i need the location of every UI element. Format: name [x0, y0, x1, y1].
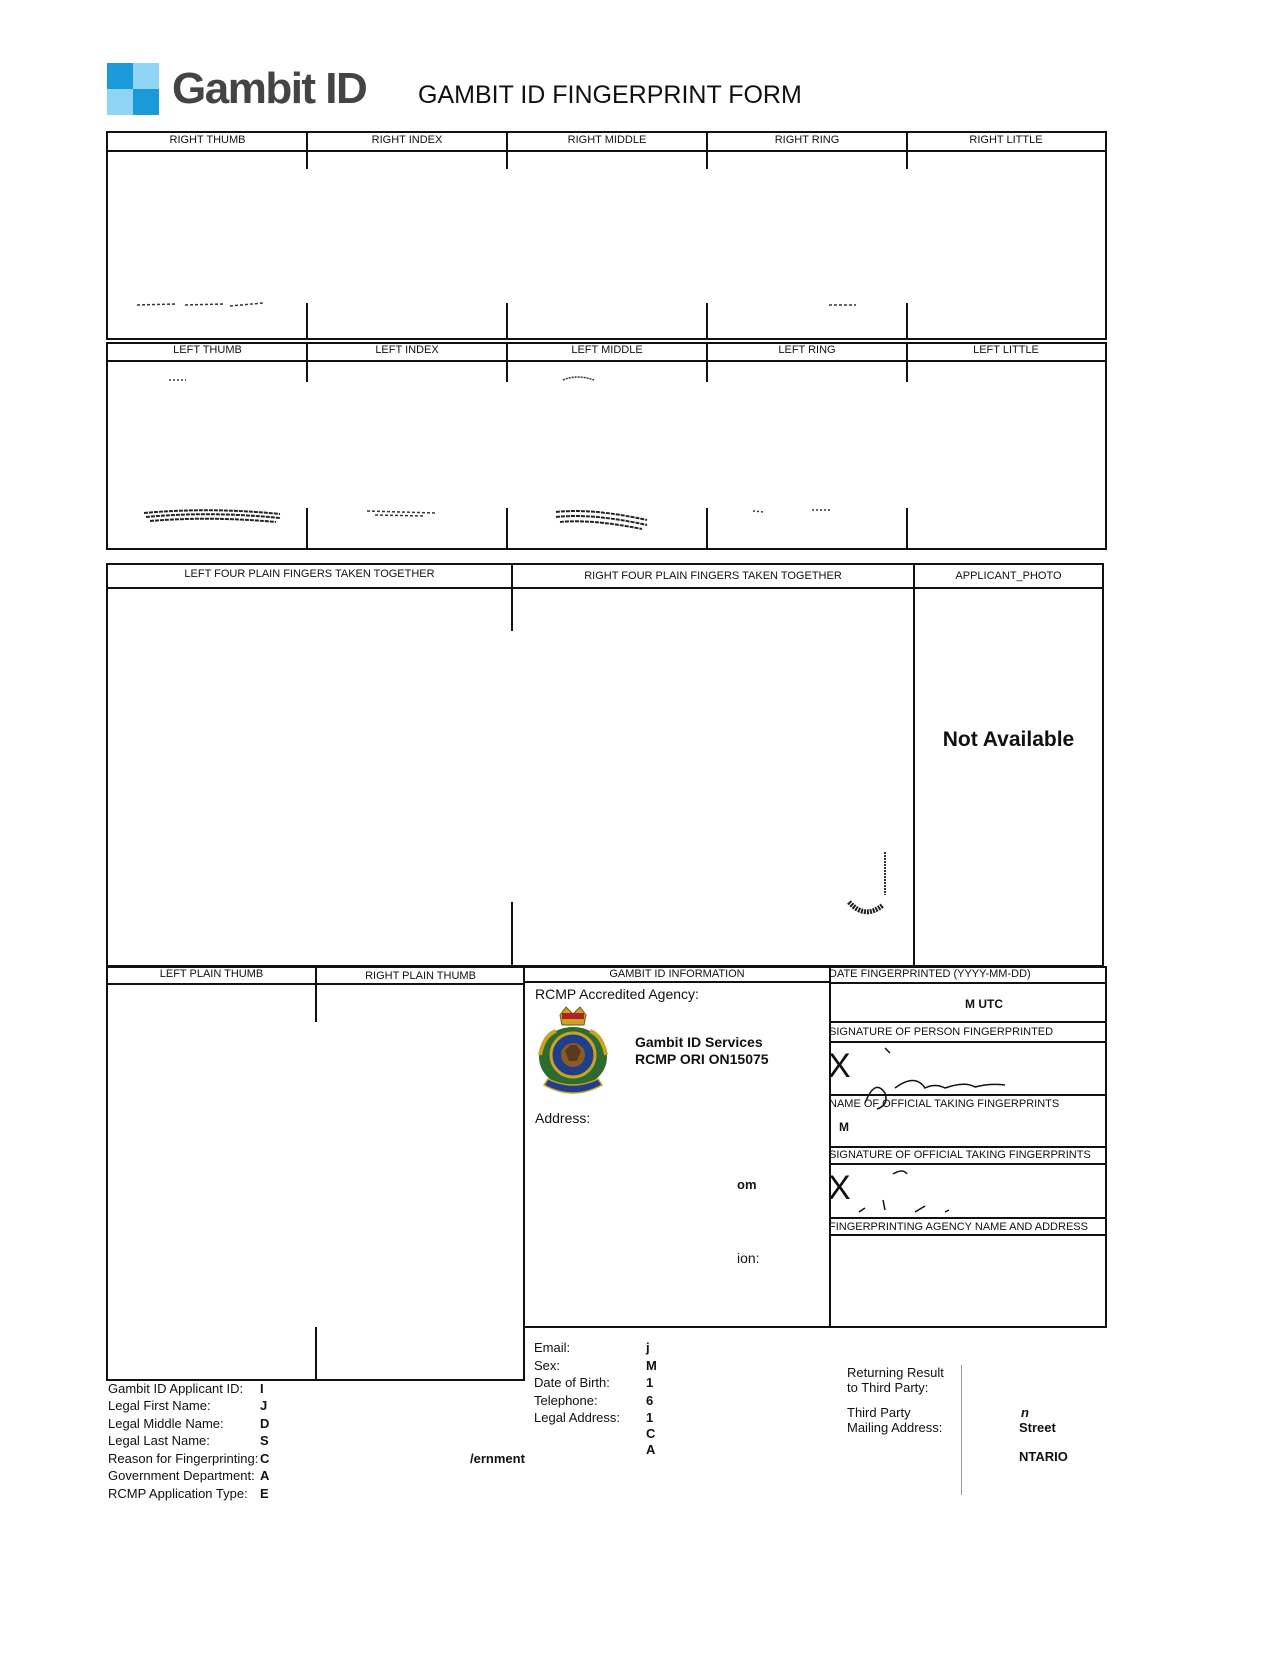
fingerprint-smudge-icon [168, 377, 188, 383]
fingerprint-smudge-icon [365, 507, 445, 519]
fingerprint-smudge-icon [135, 300, 265, 310]
left-little-header: LEFT LITTLE [973, 344, 1039, 356]
application-type-label: RCMP Application Type: [108, 1486, 248, 1501]
info-partial-1: om [737, 1177, 757, 1192]
last-name-label: Legal Last Name: [108, 1433, 210, 1448]
rcmp-crest-icon [532, 1005, 614, 1101]
legal-address-value: 1 [646, 1410, 654, 1425]
telephone-label: Telephone: [534, 1393, 598, 1408]
last-name-value: S [260, 1433, 269, 1448]
third-party-value-bar [961, 1365, 962, 1495]
right-thumb-header: RIGHT THUMB [169, 134, 246, 146]
fingerprint-smudge-icon [828, 302, 858, 308]
official-name-value: M [839, 1120, 849, 1134]
mailing-value-1: n [1021, 1405, 1029, 1420]
right-middle-header: RIGHT MIDDLE [567, 134, 647, 146]
gambit-logo [107, 63, 159, 115]
gambit-info-header: GAMBIT ID INFORMATION [609, 968, 745, 980]
legal-address-line-2: C [646, 1426, 656, 1441]
right-index-header: RIGHT INDEX [371, 134, 443, 146]
reason-value: C [260, 1451, 270, 1466]
fingerprint-smudge-icon [562, 374, 596, 382]
dob-label: Date of Birth: [534, 1375, 610, 1390]
email-label: Email: [534, 1340, 571, 1355]
middle-name-label: Legal Middle Name: [108, 1416, 224, 1431]
form-title: GAMBIT ID FINGERPRINT FORM [418, 81, 802, 109]
fp-agency-label: FINGERPRINTING AGENCY NAME AND ADDRESS [829, 1221, 1088, 1233]
returning-result-label-2: to Third Party: [847, 1380, 929, 1395]
sig-person-mark: X [828, 1047, 851, 1085]
mailing-value-3: NTARIO [1019, 1449, 1068, 1464]
returning-result-label-1: Returning Result [847, 1365, 944, 1380]
mailing-value-2: Street [1019, 1420, 1056, 1435]
applicant-photo-header: APPLICANT_PHOTO [955, 570, 1062, 582]
telephone-value: 6 [646, 1393, 654, 1408]
agency-name: Gambit ID Services [635, 1034, 763, 1050]
application-type-value: E [260, 1486, 269, 1501]
left-four-box [106, 563, 513, 967]
left-four-header: LEFT FOUR PLAIN FINGERS TAKEN TOGETHER [184, 568, 435, 580]
right-little-header: RIGHT LITTLE [969, 134, 1043, 146]
legal-address-label: Legal Address: [534, 1410, 621, 1425]
mailing-label-1: Third Party [847, 1405, 911, 1420]
info-partial-2: ion: [737, 1250, 760, 1266]
left-ring-header: LEFT RING [778, 344, 836, 356]
reason-value-tail: /ernment [470, 1451, 525, 1466]
right-plain-thumb-header: RIGHT PLAIN THUMB [365, 970, 476, 982]
sig-person-label: SIGNATURE OF PERSON FINGERPRINTED [829, 1026, 1054, 1038]
fingerprint-smudge-icon [140, 505, 285, 527]
agency-ori: RCMP ORI ON15075 [635, 1051, 769, 1067]
first-name-value: J [260, 1398, 268, 1413]
department-label: Government Department: [108, 1468, 255, 1483]
date-value: M UTC [965, 997, 1003, 1011]
logo-text: Gambit ID [172, 64, 367, 113]
fingerprint-smudge-icon [552, 506, 652, 532]
sig-official-mark: X [828, 1169, 851, 1207]
fingerprint-smudge-icon [752, 507, 832, 517]
signature-official-icon [855, 1166, 975, 1216]
right-four-header: RIGHT FOUR PLAIN FINGERS TAKEN TOGETHER [584, 570, 842, 582]
sex-label: Sex: [534, 1358, 561, 1373]
sex-value: M [646, 1358, 657, 1373]
mailing-label-2: Mailing Address: [847, 1420, 943, 1435]
email-value: j [646, 1340, 650, 1355]
plain-thumbs-box [106, 966, 525, 1381]
dob-value: 1 [646, 1375, 654, 1390]
applicant-photo-box [913, 563, 1104, 967]
reason-label: Reason for Fingerprinting: [108, 1451, 259, 1466]
left-middle-header: LEFT MIDDLE [571, 344, 643, 356]
applicant-id-label: Gambit ID Applicant ID: [108, 1381, 244, 1396]
sig-official-label: SIGNATURE OF OFFICIAL TAKING FINGERPRINTS [829, 1149, 1091, 1161]
photo-status: Not Available [942, 728, 1075, 751]
official-name-label: NAME OF OFFICIAL TAKING FINGERPRINTS [829, 1098, 1060, 1110]
right-ring-header: RIGHT RING [774, 134, 840, 146]
logo-mark-icon [107, 63, 159, 115]
first-name-label: Legal First Name: [108, 1398, 211, 1413]
agency-label: RCMP Accredited Agency: [535, 986, 699, 1002]
left-plain-thumb-header: LEFT PLAIN THUMB [159, 968, 264, 980]
left-thumb-header: LEFT THUMB [173, 344, 242, 356]
fingerprint-smudge-icon [845, 850, 895, 920]
legal-address-line-3: A [646, 1442, 656, 1457]
rcmp-crest [532, 1005, 614, 1106]
middle-name-value: D [260, 1416, 270, 1431]
applicant-id-value: I [260, 1381, 264, 1396]
department-value: A [260, 1468, 270, 1483]
left-index-header: LEFT INDEX [375, 344, 439, 356]
date-label: DATE FINGERPRINTED (YYYY-MM-DD) [829, 968, 1031, 980]
address-label: Address: [535, 1110, 591, 1126]
